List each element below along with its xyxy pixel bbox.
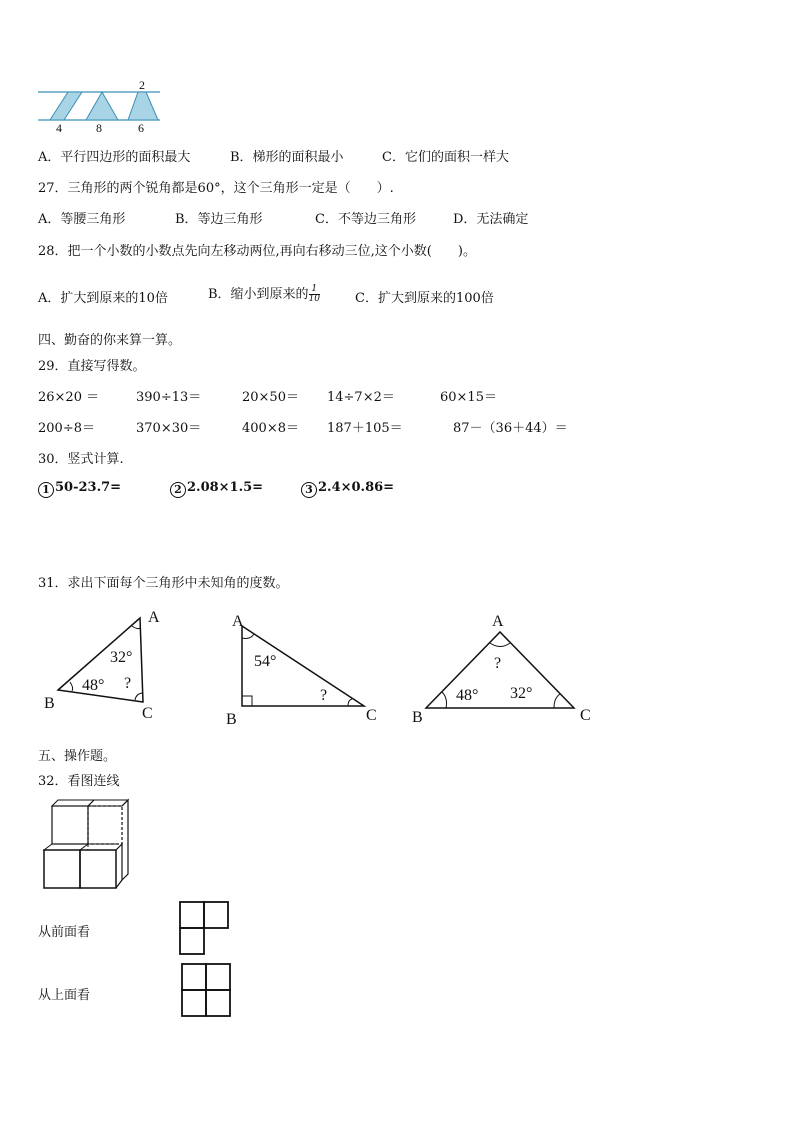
shapes-figure: [36, 78, 166, 136]
parallelogram-shape: [50, 92, 82, 120]
q29-r1-c3: 20×50＝: [242, 390, 299, 405]
q30-item-1-expr: 50-23.7=: [55, 480, 122, 495]
q29-r2-c4: 187＋105＝: [327, 421, 403, 436]
tri2-vertex-b: B: [226, 711, 237, 728]
q28-option-b-text: B．缩小到原来的: [208, 287, 309, 302]
tri2-angle-a: 54°: [254, 653, 277, 670]
q32-stem: 32．看图连线: [38, 774, 120, 789]
q30-item-2-expr: 2.08×1.5=: [187, 480, 264, 495]
tri2-vertex-c: C: [366, 707, 377, 724]
q30-item-3-expr: 2.4×0.86=: [318, 480, 395, 495]
q30-item-3: [301, 480, 394, 498]
label-6: 6: [138, 121, 144, 135]
view-front-label: 从前面看: [38, 925, 91, 940]
q28-option-c: C．扩大到原来的100倍: [355, 291, 494, 306]
q28-option-a: A．扩大到原来的10倍: [38, 291, 168, 306]
cube-stack-figure: [38, 796, 134, 896]
view-top-label: 从上面看: [38, 988, 91, 1003]
q27-stem: 27．三角形的两个锐角都是60°，这个三角形一定是（ ）.: [38, 181, 394, 196]
label-8: 8: [96, 121, 102, 135]
q29-stem: 29．直接写得数。: [38, 359, 146, 374]
triangle-1: [40, 604, 180, 724]
tri3-vertex-b: B: [412, 709, 423, 726]
q28-option-b: [208, 283, 320, 304]
tri3-angle-a: ?: [494, 655, 502, 672]
triangle-shape: [86, 92, 118, 120]
tri3-vertex-c: C: [580, 707, 591, 724]
fraction-one-tenth: $\frac{1}{10}$: [308, 284, 321, 304]
q29-r2-c1: 200÷8＝: [38, 421, 95, 436]
tri1-angle-b: 48°: [82, 677, 105, 694]
q30-item-2: [170, 480, 263, 498]
front-view-shape: [178, 900, 232, 956]
q28-stem: 28．把一个小数的小数点先向左移动两位,再向右移动三位,这个小数( )。: [38, 244, 476, 259]
top-view-shape: [180, 962, 234, 1020]
tri2-angle-c: ?: [320, 687, 328, 704]
tri3-vertex-a: A: [492, 613, 504, 630]
q29-r1-c1: 26×20 ＝: [38, 390, 100, 405]
q29-r1-c2: 390÷13＝: [136, 390, 202, 405]
q30-item-1: [38, 480, 121, 498]
q29-r2-c2: 370×30＝: [136, 421, 202, 436]
q27-option-a: A．等腰三角形: [38, 212, 126, 227]
q27-option-d: D．无法确定: [453, 212, 529, 227]
tri1-vertex-c: C: [142, 705, 153, 722]
tri1-vertex-b: B: [44, 695, 55, 712]
q26-option-a: A．平行四边形的面积最大: [38, 150, 191, 165]
label-2: 2: [139, 78, 145, 92]
q26-option-c: C．它们的面积一样大: [382, 150, 509, 165]
tri3-angle-b: 48°: [456, 687, 479, 704]
tri1-angle-a: 32°: [110, 649, 133, 666]
tri1-angle-c: ?: [124, 675, 132, 692]
section-4-heading: 四、勤奋的你来算一算。: [38, 333, 182, 348]
tri1-vertex-a: A: [148, 609, 160, 626]
triangle-3: [408, 608, 608, 728]
circled-number-2: 2: [170, 482, 186, 498]
circled-number-1: 1: [38, 482, 54, 498]
q29-r1-c4: 14÷7×2＝: [327, 390, 395, 405]
q29-r1-c5: 60×15＝: [440, 390, 497, 405]
tri3-angle-c: 32°: [510, 685, 533, 702]
q31-stem: 31．求出下面每个三角形中未知角的度数。: [38, 576, 289, 591]
q26-option-b: B．梯形的面积最小: [230, 150, 344, 165]
label-4: 4: [56, 121, 62, 135]
q30-stem: 30．竖式计算.: [38, 452, 124, 467]
section-5-heading: 五、操作题。: [38, 749, 117, 764]
q29-r2-c3: 400×8＝: [242, 421, 299, 436]
q27-option-b: B．等边三角形: [175, 212, 263, 227]
tri2-vertex-a: A: [232, 613, 244, 630]
circled-number-3: 3: [301, 482, 317, 498]
triangle-2: [222, 608, 392, 728]
q27-option-c: C．不等边三角形: [315, 212, 416, 227]
q29-r2-c5: 87－（36＋44）＝: [453, 421, 568, 436]
trapezoid-shape: [128, 92, 158, 120]
